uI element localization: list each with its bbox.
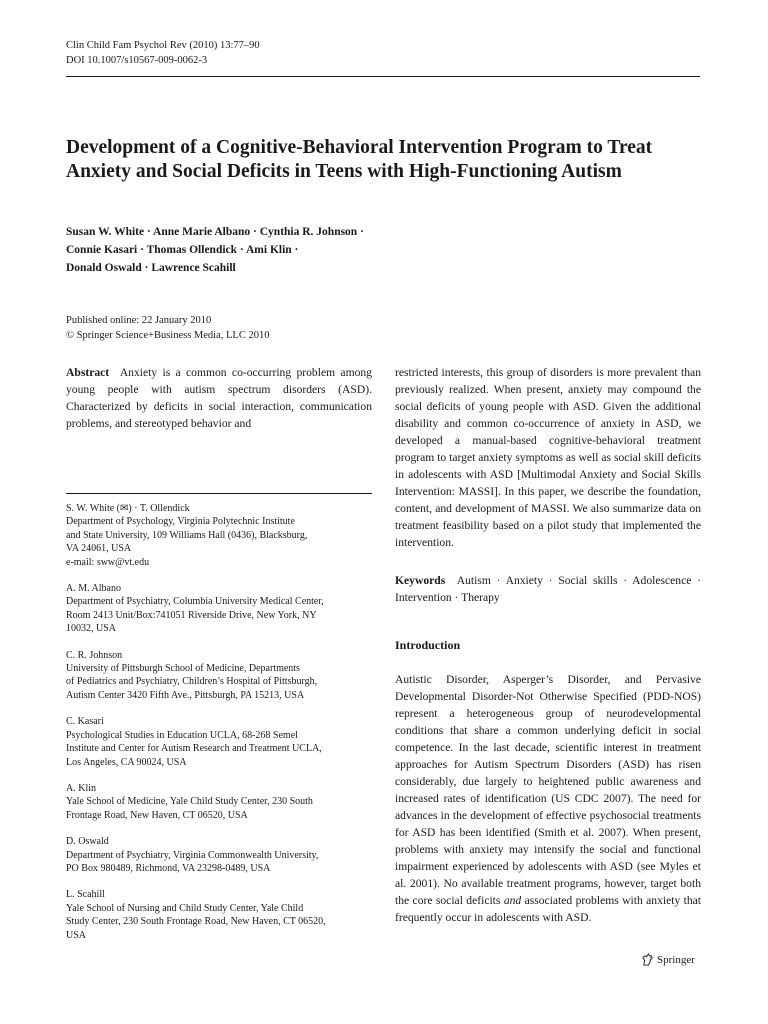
introduction-body [395,671,701,926]
abstract-part-1 [66,364,372,432]
author-list [66,223,686,277]
affiliation-line: S. W. White (✉) · T. Ollendick [66,503,190,514]
affiliation-line: and State University, 109 Williams Hall (0436), Blacksburg, [66,529,308,541]
affiliation-line: of Pediatrics and Psychiatry, Children’s Hospital of Pittsburgh, [66,676,318,688]
abstract-text: Anxiety is a common co-occurring problem among young people with autism spectrum disorders (ASD). Characterized by deficits in social interaction, communication problems, and stereotyped behavior and [66,366,372,430]
affiliation-item [66,649,372,703]
publisher-footer [641,953,695,966]
paper-title: Development of a Cognitive-Behavioral Intervention Program to Treat Anxiety and Social Deficits in Teens with High-Functioning Autism [66,137,653,182]
doi[interactable]: DOI 10.1007/s10567-009-0062-3 [66,55,208,66]
header-divider [66,76,700,77]
abstract-label: Abstract [66,366,110,379]
publisher-name: Springer [657,953,695,966]
affiliation-line: Autism Center 3420 Fifth Ave., Pittsburgh, PA 15213, USA [66,689,305,701]
intro-text: Autistic Disorder, Asperger’s Disorder, and Pervasive Developmental Disorder-Not Otherwise Specified (PDD-NOS) represent a heterogeneous group of neurodevelopmental conditions that share a common underlying deficit in social competence. In the last decade, scientific interest in treatment approaches for Autism Spectrum Disorders (ASD) has risen considerably, due largely to heightened public awareness and increased rates of identification (US CDC [395,673,701,805]
affiliation-item [66,715,372,769]
copyright: © Springer Science+Business Media, LLC 2010 [66,330,270,341]
affiliation-line: Study Center, 230 South Frontage Road, New Haven, CT 06520, [66,916,326,928]
affiliation-line: 10032, USA [66,623,117,635]
affiliation-item [66,835,372,875]
affiliation-line: Yale School of Nursing and Child Study Center, Yale Child [66,902,304,914]
citation-link[interactable]: 2007 [598,826,622,839]
citation-link[interactable]: 2001 [409,877,434,890]
affiliation-item [66,582,372,636]
author-line: Susan W. White · Anne Marie Albano · Cynthia R. Johnson · [66,226,364,238]
citation-link[interactable]: 2007 [603,792,627,805]
abstract-continued-text: restricted interests, this group of disorders is more prevalent than previously realized. When present, anxiety may compound the social deficits of young people with ASD. Given the additional disability and common co-occurrence of anxiety in ASD, we developed a manual-based cognitive-behavioral treatment program to target anxiety symptoms as well as social skill deficits in adolescents with ASD [Multimodal Anxiety and Social Skills Intervention: MASSI]. In this paper, we describe the foundation, content, and development of MASSI. We also summarize data on treatment feasibility based on a pilot study that implemented the intervention. [395,366,701,549]
affiliation-line: Department of Psychiatry, Virginia Commonwealth University, [66,849,319,861]
affiliation-line: A. Klin [66,782,96,794]
affiliation-item [66,888,372,942]
keywords-label: Keywords [395,574,446,587]
intro-emphasis: and [503,894,522,907]
affiliation-line: Yale School of Medicine, Yale Child Study Center, 230 South [66,796,313,808]
email-link[interactable]: e-mail: sww@vt.edu [66,556,150,568]
keywords [395,572,701,606]
affiliation-line: Room 2413 Unit/Box:741051 Riverside Drive, New York, NY [66,609,317,621]
affiliation-item [66,782,372,822]
affiliation-line: PO Box 980489, Richmond, VA 23298-0489, USA [66,862,271,874]
author-line: Connie Kasari · Thomas Ollendick · Ami Klin · [66,244,299,256]
affiliation-line: University of Pittsburgh School of Medicine, Departments [66,663,300,675]
publication-info [66,313,269,343]
affiliation-line: Los Angeles, CA 90024, USA [66,756,187,768]
affiliation-line: VA 24061, USA [66,543,132,555]
affiliation-line: Psychological Studies in Education UCLA, 68-268 Semel [66,729,298,741]
introduction-heading: Introduction [395,638,461,652]
journal-citation: Clin Child Fam Psychol Rev (2010) 13:77–90 [66,40,260,51]
affiliation-line: D. Oswald [66,836,109,848]
published-date: Published online: 22 January 2010 [66,315,212,326]
affiliation-line: A. M. Albano [66,583,121,595]
springer-horse-icon [641,953,654,966]
journal-header [66,38,260,68]
keywords-text: Autism · Anxiety · Social skills · Adolescence · Intervention · Therapy [395,574,701,604]
affiliation-line: C. R. Johnson [66,649,123,661]
affiliation-divider [66,493,372,494]
intro-text: associated problems with anxiety that frequently occur in adolescents with ASD. [395,894,702,924]
abstract-part-2 [395,364,701,551]
affiliation-line: Frontage Road, New Haven, CT 06520, USA [66,809,248,821]
author-line: Donald Oswald · Lawrence Scahill [66,262,236,274]
affiliation-line: Department of Psychiatry, Columbia University Medical Center, [66,596,324,608]
intro-text: ). The need for advances in the development of effective psychosocial treatments for ASD has been identified (Smith et al. [395,792,701,839]
affiliation-line: C. Kasari [66,716,104,728]
affiliation-line: USA [66,929,87,941]
affiliation-line: Department of Psychology, Virginia Polytechnic Institute [66,516,295,528]
affiliation-line: L. Scahill [66,889,105,901]
intro-text: ). No available treatment programs, however, target both the core social deficits [395,877,701,907]
affiliations [66,502,372,955]
affiliation-line: Institute and Center for Autism Research and Treatment UCLA, [66,743,322,755]
intro-text: ). When present, problems with anxiety may intensify the social and functional impairment experienced by adolescents with ASD (see Myles et al. [395,826,701,890]
affiliation-item [66,502,372,569]
